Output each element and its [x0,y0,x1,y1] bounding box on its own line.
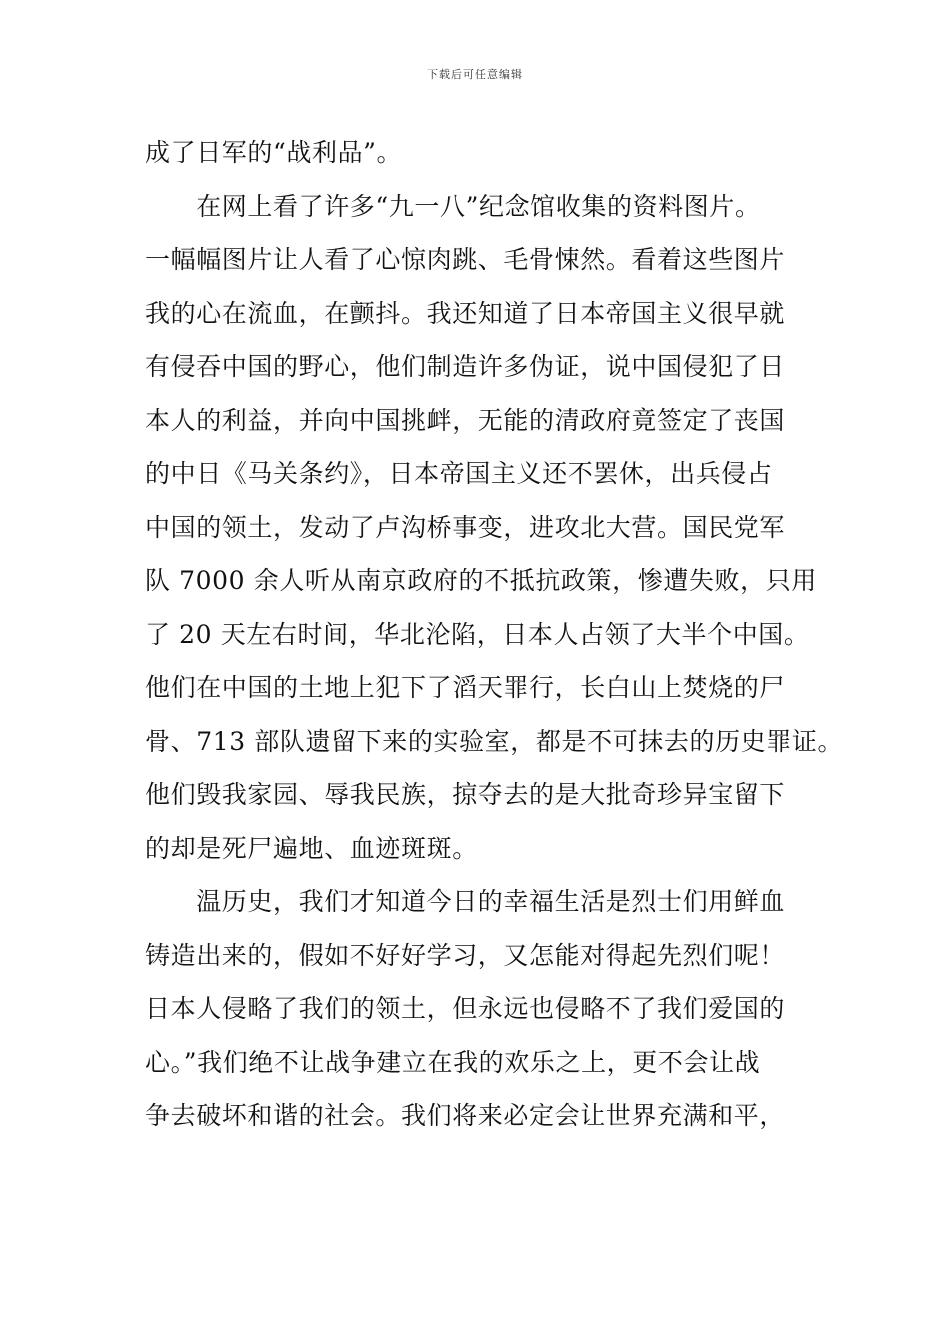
text-line: 我的心在流血，在颤抖。我还知道了日本帝国主义很早就 [145,298,786,328]
text-line: 了 20 天左右时间，华北沦陷，日本人占领了大半个中国。 [145,619,810,649]
text-line: 争去破坏和谐的社会。我们将来必定会让世界充满和平， [145,1101,786,1130]
text-line: 成了日军的“战利品”。 [145,138,403,167]
text-line: 在网上看了许多“九一八”纪念馆收集的资料图片。 [145,191,761,221]
document-body [145,126,844,1143]
text-line: 骨、713 部队遗留下来的实验室，都是不可抹去的历史罪证。 [145,726,844,756]
text-line: 有侵吞中国的野心，他们制造许多伪证，说中国侵犯了日 [145,352,786,381]
text-line: 的中日《马关条约》，日本帝国主义还不罢休，出兵侵占 [145,459,773,488]
text-line: 本人的利益，并向中国挑衅，无能的清政府竟签定了丧国 [145,405,786,435]
text-line: 他们毁我家园、辱我民族，掠夺去的是大批奇珍异宝留下 [145,780,786,809]
text-line: 心。”我们绝不让战争建立在我的欢乐之上，更不会让战 [145,1047,761,1077]
text-line: 中国的领土，发动了卢沟桥事变，进攻北大营。国民党军 [145,512,786,542]
text-line: 一幅幅图片让人看了心惊肉跳、毛骨悚然。看着这些图片 [145,245,786,274]
text-line: 温历史，我们才知道今日的幸福生活是烈士们用鲜血 [145,887,786,916]
page-header: 下载后可任意编辑 [427,68,523,81]
text-line: 铸造出来的，假如不好好学习，又怎能对得起先烈们呢！ [145,940,786,970]
text-line: 的却是死尸遍地、血迹斑斑。 [145,833,478,863]
text-line: 队 7000 余人听从南京政府的不抵抗政策，惨遭失败，只用 [145,566,817,595]
text-line: 日本人侵略了我们的领土，但永远也侵略不了我们爱国的 [145,994,786,1023]
text-line: 他们在中国的土地上犯下了滔天罪行，长白山上焚烧的尸 [145,673,786,702]
